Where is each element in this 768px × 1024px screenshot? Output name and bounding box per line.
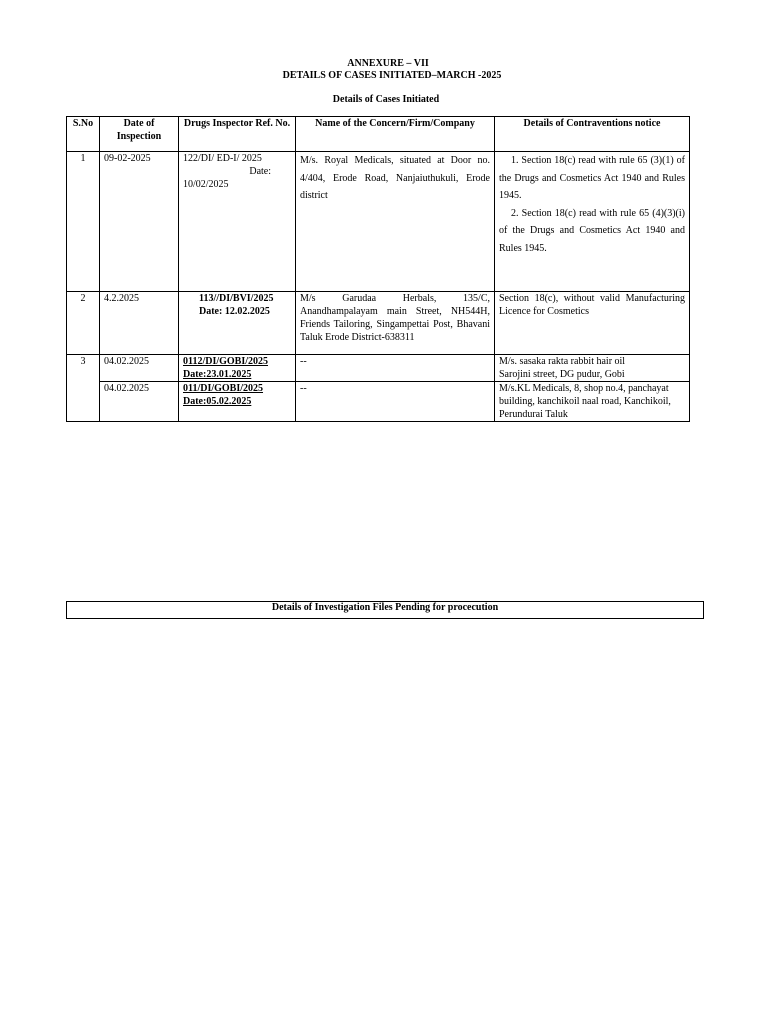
- cell-date: 09-02-2025: [100, 152, 179, 292]
- cell-sno: [67, 382, 100, 422]
- column-header-contraventions: Details of Contraventions notice: [495, 117, 690, 152]
- contravention-line: M/s. sasaka rakta rabbit hair oil: [499, 356, 626, 367]
- cell-contraventions: Section 18(c), without valid Manufacturing Licence for Cosmetics: [495, 292, 690, 355]
- cell-ref: [179, 355, 296, 382]
- ref-date: Date:23.01.2025: [183, 369, 252, 380]
- cell-contraventions: [495, 355, 690, 382]
- cell-sno: 3: [67, 355, 100, 382]
- ref-date: Date:05.02.2025: [183, 396, 252, 407]
- cell-ref: [179, 292, 296, 355]
- cell-sno: 1: [67, 152, 100, 292]
- cell-sno: 2: [67, 292, 100, 355]
- annexure-label: ANNEXURE – VII: [347, 58, 429, 69]
- cell-ref: [179, 152, 296, 292]
- cell-date: 4.2.2025: [100, 292, 179, 355]
- contravention-line: Sarojini street, DG pudur, Gobi: [499, 369, 625, 380]
- cell-contraventions: M/s.KL Medicals, 8, shop no.4, panchayat building, kanchikoil naal road, Kanchikoil, Perundurai Taluk: [495, 382, 690, 422]
- ref-number: 122/DI/ ED-I/ 2025: [183, 153, 262, 164]
- column-header-ref: Drugs Inspector Ref. No.: [179, 117, 296, 152]
- table-row: [67, 355, 690, 382]
- document-title: DETAILS OF CASES INITIATED–MARCH -2025: [282, 70, 502, 81]
- cell-firm: --: [296, 382, 495, 422]
- cell-date: 04.02.2025: [100, 382, 179, 422]
- column-header-date: Date of Inspection: [100, 117, 179, 152]
- table-row: [67, 152, 690, 292]
- cell-firm: M/s. Royal Medicals, situated at Door no. 4/404, Erode Road, Nanjaiuthukuli, Erode district: [296, 152, 495, 292]
- cell-firm: --: [296, 355, 495, 382]
- cell-ref: [179, 382, 296, 422]
- table-row: [67, 292, 690, 355]
- ref-date: 10/02/2025: [183, 179, 229, 190]
- pending-files-heading: Details of Investigation Files Pending for procecution: [66, 601, 704, 619]
- cell-contraventions: [495, 152, 690, 292]
- contravention-item: 2. Section 18(c) read with rule 65 (4)(3)(i) of the Drugs and Cosmetics Act 1940 and Rules 1945.: [499, 207, 685, 254]
- cell-firm: M/s Garudaa Herbals, 135/C, Anandhampalayam main Street, NH544H, Friends Tailoring, Singampettai Post, Bhavani Taluk Erode District-638311: [296, 292, 495, 355]
- column-header-firm: Name of the Concern/Firm/Company: [296, 117, 495, 152]
- cell-date: 04.02.2025: [100, 355, 179, 382]
- column-header-sno: S.No: [67, 117, 100, 152]
- ref-date-label: Date:: [249, 166, 271, 177]
- ref-number: 011/DI/GOBI/2025: [183, 383, 264, 394]
- section-subtitle: Details of Cases Initiated: [332, 94, 440, 105]
- contravention-item: 1. Section 18(c) read with rule 65 (3)(1) of the Drugs and Cosmetics Act 1940 and Rules 1945.: [499, 155, 685, 201]
- table-header-row: [67, 117, 690, 152]
- cases-table: [66, 116, 690, 422]
- ref-date: Date: 12.02.2025: [199, 306, 270, 317]
- ref-number: 113//DI/BVI/2025: [199, 293, 274, 304]
- ref-number: 0112/DI/GOBI/2025: [183, 356, 269, 367]
- table-row: [67, 382, 690, 422]
